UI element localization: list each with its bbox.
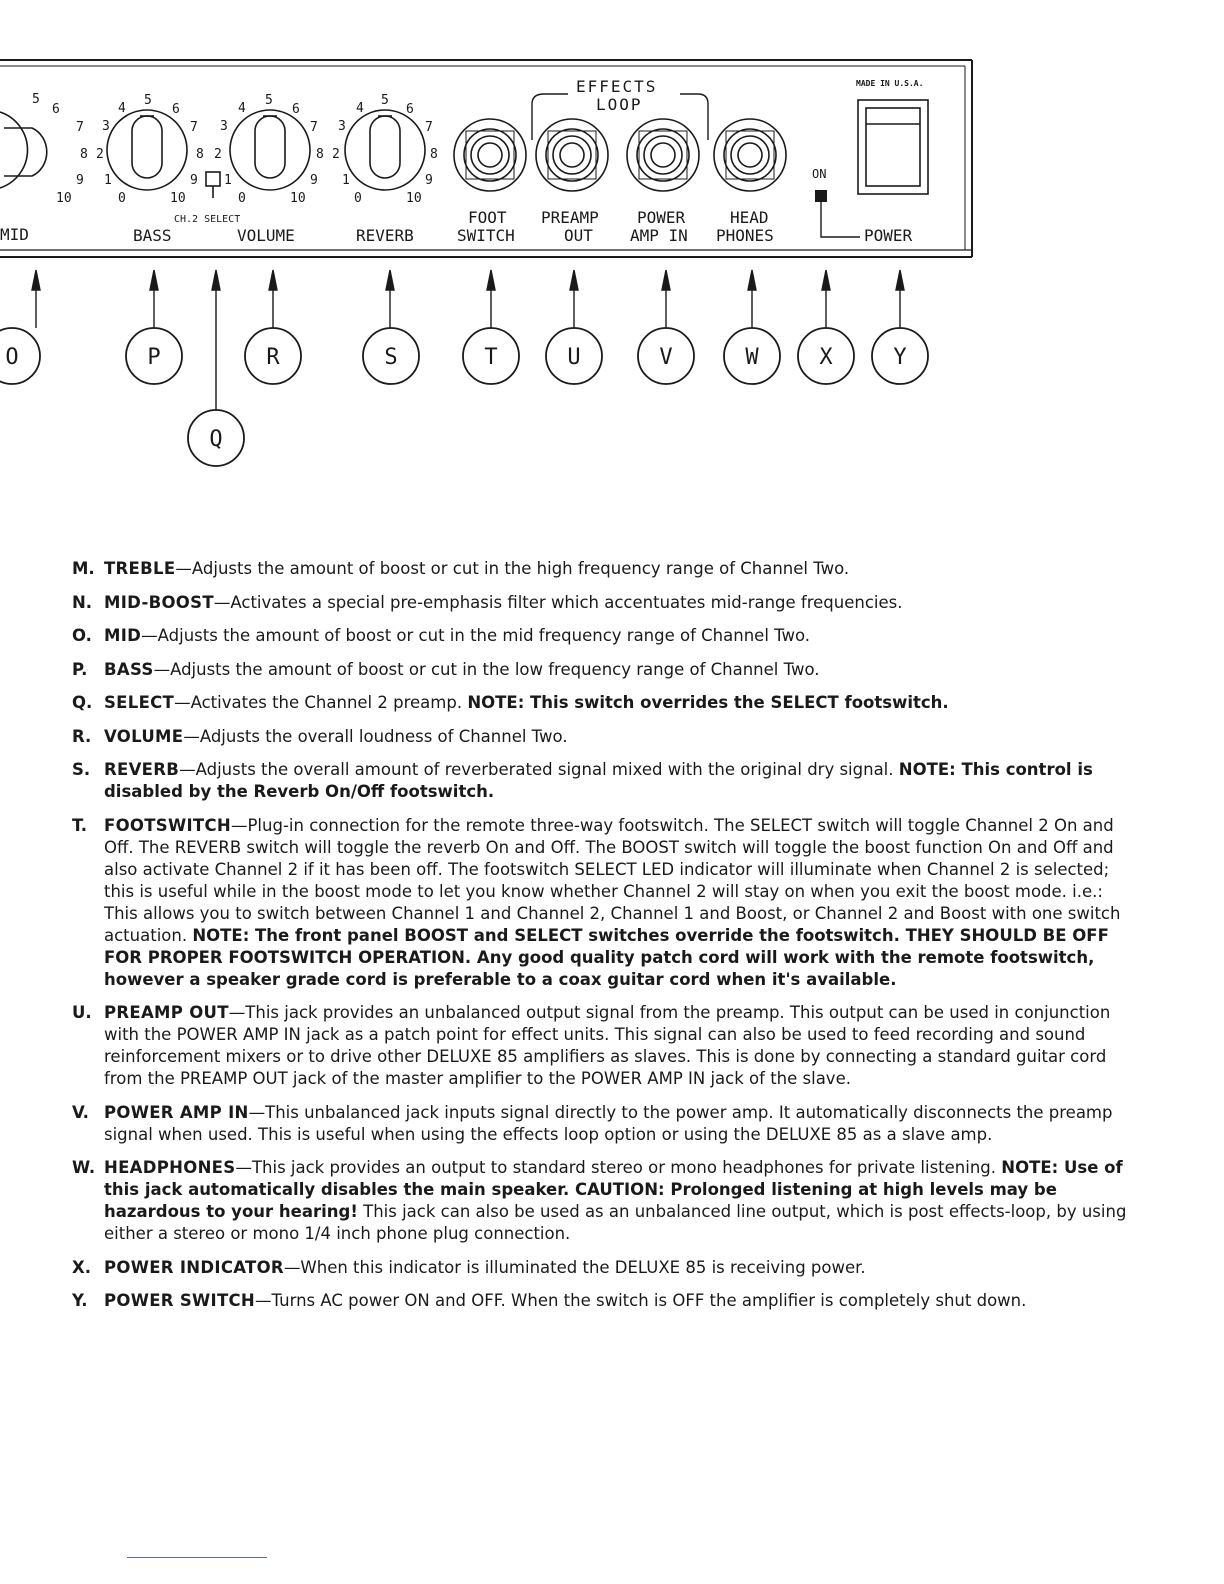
effects-loop-title: EFFECTS	[576, 77, 658, 96]
callout-s: S	[384, 345, 398, 370]
reverb-scale-0: 0	[354, 191, 362, 206]
reverb-scale-3: 3	[338, 119, 346, 134]
power-switch	[858, 100, 928, 194]
callout-p: P	[147, 345, 161, 370]
callout-u: U	[567, 345, 581, 370]
volume-scale-1: 1	[224, 173, 232, 188]
power-indicator-led	[815, 190, 827, 202]
desc-note: NOTE: This switch overrides the SELECT footswitch.	[467, 693, 949, 712]
desc-letter: V.	[72, 1102, 89, 1122]
desc-power-switch	[72, 1290, 1132, 1312]
reverb-scale-5: 5	[381, 93, 389, 108]
desc-letter: N.	[72, 592, 93, 612]
front-panel-diagram	[0, 0, 1224, 480]
desc-term: REVERB	[104, 760, 180, 779]
volume-scale-10: 10	[290, 191, 306, 206]
callout-q: Q	[209, 427, 223, 452]
label-reverb: REVERB	[356, 226, 414, 245]
bass-scale-8: 8	[196, 147, 204, 162]
volume-scale-3: 3	[220, 119, 228, 134]
callout-v: V	[659, 345, 673, 370]
callout-x: X	[819, 345, 833, 370]
desc-term: FOOTSWITCH	[104, 815, 231, 835]
reverb-scale-10: 10	[406, 191, 422, 206]
bass-scale-4: 4	[118, 101, 126, 116]
callout-circles	[0, 328, 928, 466]
reverb-scale-1: 1	[342, 173, 350, 188]
label-volume: VOLUME	[237, 226, 295, 245]
desc-text: —Adjusts the overall loudness of Channel Two.	[183, 726, 568, 746]
ch2-select-switch	[206, 172, 220, 198]
headphones-jack	[714, 119, 786, 191]
desc-headphones	[72, 1157, 1132, 1245]
desc-term: MID-BOOST	[104, 592, 214, 612]
desc-text: —This jack provides an output to standard stereo or mono headphones for private listening.	[235, 1158, 997, 1177]
desc-select	[72, 692, 1132, 714]
desc-term: TREBLE	[104, 559, 176, 578]
mid-knob	[0, 112, 47, 188]
label-out: OUT	[564, 226, 593, 245]
reverb-scale-2: 2	[332, 147, 340, 162]
callout-o: O	[5, 345, 19, 370]
desc-term: POWER INDICATOR	[104, 1257, 284, 1277]
bass-scale-1: 1	[104, 173, 112, 188]
bass-scale-2: 2	[96, 147, 104, 162]
mid-scale-5: 5	[32, 92, 40, 107]
desc-letter: U.	[72, 1003, 92, 1022]
desc-power-amp-in	[72, 1102, 1132, 1146]
reverb-scale-8: 8	[430, 147, 438, 162]
bass-scale-5: 5	[144, 93, 152, 108]
bass-scale-7: 7	[190, 120, 198, 135]
desc-preamp-out	[72, 1002, 1132, 1090]
effects-loop-subtitle: LOOP	[596, 95, 643, 114]
desc-term: VOLUME	[104, 726, 184, 746]
label-preamp: PREAMP	[541, 208, 599, 227]
desc-tail: This jack can also be used as an unbalanced line output, which is post effects-loop, by using either a stereo or mono 1/4 inch phone plug connection.	[104, 1202, 1127, 1243]
mid-scale-9: 9	[76, 173, 84, 188]
desc-text: —When this indicator is illuminated the DELUXE 85 is receiving power.	[283, 1257, 866, 1277]
desc-text: —Activates a special pre-emphasis filter which accentuates mid-range frequencies.	[213, 592, 903, 612]
power-bracket-line	[821, 202, 860, 237]
bass-scale-3: 3	[102, 119, 110, 134]
made-in-usa: MADE IN U.S.A.	[856, 79, 924, 88]
volume-scale-8: 8	[316, 147, 324, 162]
callout-r: R	[266, 345, 280, 370]
desc-text: —Turns AC power ON and OFF. When the switch is OFF the amplifier is completely shut down.	[255, 1291, 1027, 1310]
volume-scale-2: 2	[214, 147, 222, 162]
desc-letter: T.	[72, 815, 88, 835]
desc-treble	[72, 558, 1132, 580]
desc-term: PREAMP OUT	[104, 1003, 229, 1022]
desc-mid	[72, 625, 1132, 647]
desc-bass	[72, 659, 1132, 681]
desc-text: —This jack provides an unbalanced output signal from the preamp. This output can be used in conjunction with the POWER AMP IN jack as a patch point for effect units. This signal can also be used to feed recording and sound reinforcement mixers or to drive other DELUXE 85 amplifiers as slaves. This is done by connecting a standard guitar cord from the PREAMP OUT jack of the master amplifier to the POWER AMP IN jack of the slave.	[104, 1003, 1111, 1088]
label-foot: FOOT	[468, 208, 507, 227]
mid-scale-10: 10	[56, 191, 72, 206]
desc-text: —Adjusts the amount of boost or cut in the low frequency range of Channel Two.	[153, 659, 820, 679]
desc-text: —This unbalanced jack inputs signal directly to the power amp. It automatically disconnects the preamp signal when used. This is useful when using the effects loop option or using the DELUXE 85 as a slave amp.	[104, 1102, 1113, 1144]
footswitch-jack	[454, 119, 526, 191]
volume-scale-0: 0	[238, 191, 246, 206]
label-phones: PHONES	[716, 226, 774, 245]
desc-term: POWER AMP IN	[104, 1102, 249, 1122]
desc-letter: P.	[72, 659, 88, 679]
label-switch: SWITCH	[457, 226, 515, 245]
desc-text: —Adjusts the overall amount of reverberated signal mixed with the original dry signal.	[179, 760, 894, 779]
callout-t: T	[484, 345, 498, 370]
reverb-scale-9: 9	[425, 173, 433, 188]
mid-scale-7: 7	[76, 120, 84, 135]
desc-letter: S.	[72, 760, 91, 779]
volume-knob	[230, 110, 310, 190]
desc-letter: R.	[72, 726, 92, 746]
volume-scale-9: 9	[310, 173, 318, 188]
bass-knob	[107, 110, 187, 190]
label-bass: BASS	[133, 226, 172, 245]
callout-w: W	[745, 345, 759, 370]
desc-mid-boost	[72, 592, 1132, 614]
label-head: HEAD	[730, 208, 769, 227]
reverb-scale-7: 7	[425, 120, 433, 135]
desc-note: NOTE: The front panel BOOST and SELECT switches override the footswitch. THEY SHOULD BE OFF FOR PROPER FOOTSWITCH OPERATION. Any good quality patch cord will work with the remote footswitch, however a speaker grade cord is preferable to a coax guitar cord when it's available.	[104, 925, 1109, 989]
power-amp-in-jack	[627, 119, 699, 191]
desc-term: SELECT	[104, 693, 175, 712]
desc-footswitch	[72, 815, 1132, 991]
footer-rule	[127, 1557, 267, 1558]
bass-scale-10: 10	[170, 191, 186, 206]
desc-letter: W.	[72, 1158, 96, 1177]
preamp-out-jack	[536, 119, 608, 191]
on-label: ON	[812, 167, 827, 181]
reverb-knob	[345, 110, 425, 190]
desc-text: —Activates the Channel 2 preamp.	[174, 693, 463, 712]
desc-term: POWER SWITCH	[104, 1291, 256, 1310]
callout-y: Y	[893, 345, 907, 370]
desc-volume	[72, 726, 1132, 748]
mid-scale-8: 8	[80, 147, 88, 162]
control-descriptions	[72, 558, 1132, 1324]
reverb-scale-4: 4	[356, 101, 364, 116]
desc-note: NOTE: This control is disabled by the Reverb On/Off footswitch.	[104, 760, 1093, 801]
bass-scale-9: 9	[190, 173, 198, 188]
desc-note: NOTE: Use of this jack automatically disables the main speaker. CAUTION: Prolonged listening at high levels may be hazardous to your hearing!	[104, 1158, 1123, 1221]
desc-letter: O.	[72, 626, 92, 645]
reverb-scale-6: 6	[406, 102, 414, 117]
desc-reverb	[72, 759, 1132, 803]
label-power: POWER	[637, 208, 686, 227]
desc-text: —Adjusts the amount of boost or cut in the high frequency range of Channel Two.	[175, 559, 850, 578]
desc-text: —Plug-in connection for the remote three-way footswitch. The SELECT switch will toggle Channel 2 On and Off. The REVERB switch will toggle the reverb On and Off. The BOOST switch will toggle the boost function On and Off and also activate Channel 2 if it has been off. The footswitch SELECT LED indicator will illuminate when Channel 2 is selected; this is useful while in the boost mode to let you know whether Channel 2 will stay on when you exit the boost mode. i.e.: This allows you to switch between Channel 1 and Channel 2, Channel 1 and Boost, or Channel 2 and Boost with one switch actuation.	[104, 815, 1121, 945]
mid-scale-6: 6	[52, 102, 60, 117]
label-power-switch: POWER	[864, 226, 913, 245]
ch2-select-label: CH.2 SELECT	[174, 214, 241, 225]
volume-scale-6: 6	[292, 102, 300, 117]
bass-scale-6: 6	[172, 102, 180, 117]
desc-term: MID	[104, 626, 142, 645]
label-amp-in: AMP IN	[630, 226, 688, 245]
desc-letter: Y.	[72, 1291, 88, 1310]
desc-term: BASS	[104, 659, 154, 679]
desc-power-indicator	[72, 1257, 1132, 1279]
volume-scale-4: 4	[238, 101, 246, 116]
volume-scale-7: 7	[310, 120, 318, 135]
label-mid: MID	[0, 225, 29, 244]
volume-scale-5: 5	[265, 93, 273, 108]
desc-letter: X.	[72, 1257, 91, 1277]
desc-letter: Q.	[72, 693, 93, 712]
desc-term: HEADPHONES	[104, 1158, 236, 1177]
desc-letter: M.	[72, 559, 95, 578]
desc-text: —Adjusts the amount of boost or cut in the mid frequency range of Channel Two.	[141, 626, 811, 645]
bass-scale-0: 0	[118, 191, 126, 206]
